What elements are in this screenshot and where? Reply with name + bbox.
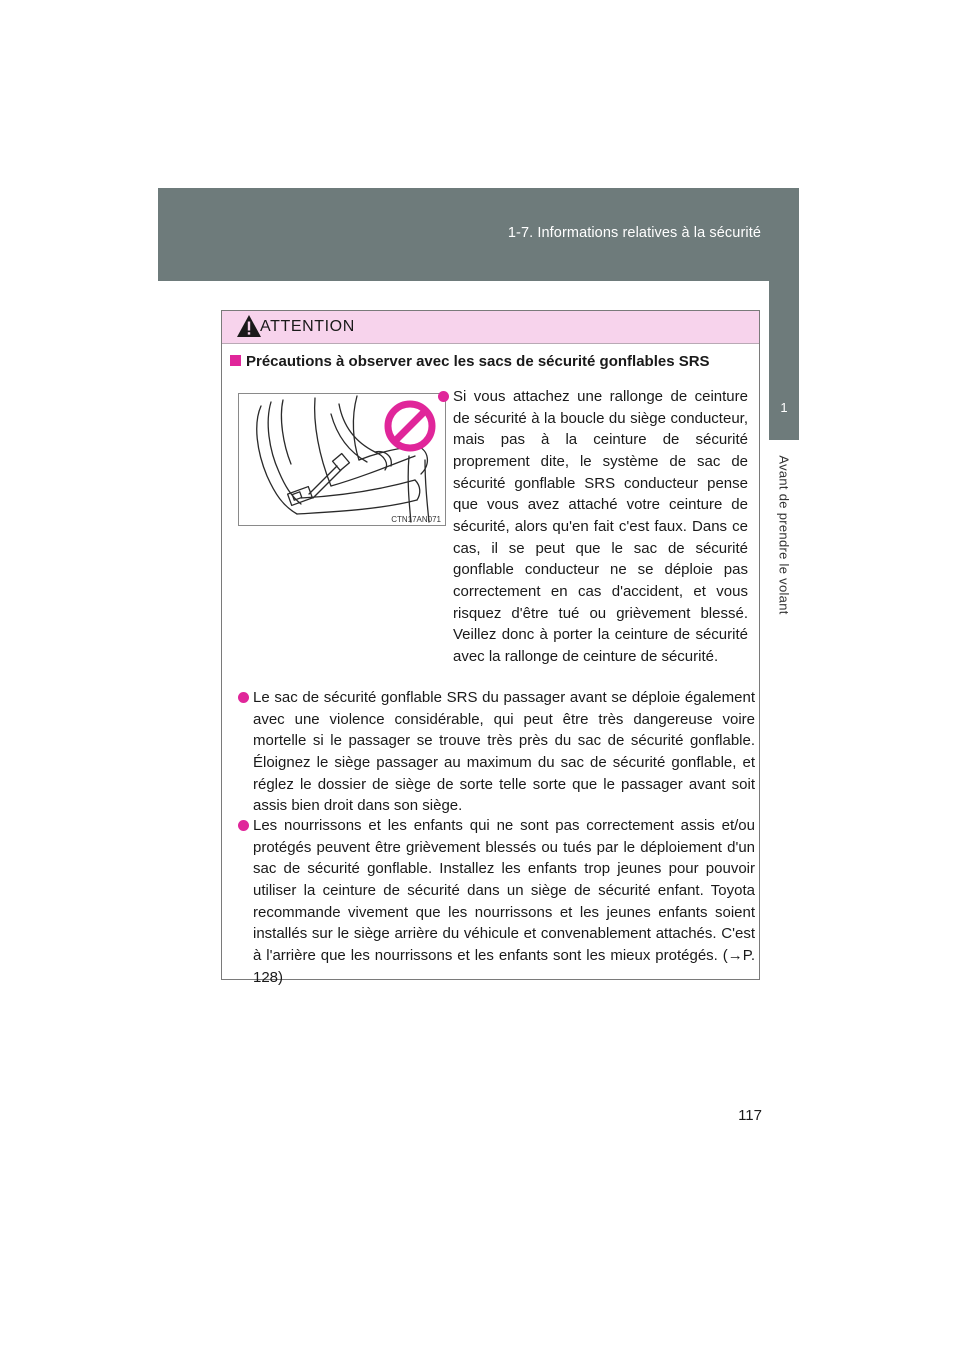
warning-item-text: Si vous attachez une rallonge de ceinture de sécurité à la boucle du siège conducteur, mais pas à la ceinture de sécurité proprement dite, le système de sac de sécurité gonflable SRS conducteur pense que vous avez attaché votre ceinture de sécurité, alors qu'en fait c'est faux. Dans ce cas, il se peut que le sac de sécurité gonflable conducteur ne se déploie pas correctement en cas d'accident, et vous risquez d'être tué ou grièvement blessé. Veillez donc à porter la ceinture de sécurité avec la rallonge de ceinture de sécurité. xyxy=(453,388,748,665)
warning-item-text: Les nourrissons et les enfants qui ne sont pas correctement assis et/ou protégés peuvent être grièvement blessés ou tués par le déploiement d'un sac de sécurité gonflable. Installez les enfants trop jeunes pour pouvoir utiliser la ceinture de sécurité dans un siège de sécurité enfant. Toyota recommande vivement que les nourrissons et les jeunes enfants soient installés sur le siège arrière du véhicule et convenablement attachés. C'est à l'arrière que les nourrissons et les enfants sont les mieux protégés. (→P. 128) xyxy=(253,817,755,986)
seatbelt-extender-illustration xyxy=(238,393,446,526)
illustration-code: CTN17AN071 xyxy=(391,515,441,524)
section-header-bar xyxy=(158,188,799,281)
warning-item xyxy=(453,386,748,668)
seated-driver-image xyxy=(239,394,445,525)
bullet-dot-icon xyxy=(238,820,249,831)
warning-title: ATTENTION xyxy=(260,318,355,335)
page-number: 117 xyxy=(738,1107,762,1124)
warning-item xyxy=(253,815,755,988)
chapter-number: 1 xyxy=(780,400,788,415)
chapter-label: Avant de prendre le volant xyxy=(776,455,792,615)
warning-item xyxy=(253,687,755,817)
warning-triangle-icon xyxy=(236,314,262,338)
bullet-dot-icon xyxy=(438,391,449,402)
bullet-dot-icon xyxy=(238,692,249,703)
section-title: 1-7. Informations relatives à la sécurité xyxy=(507,225,761,241)
warning-subheading xyxy=(230,353,710,370)
warning-subheading-text: Précautions à observer avec les sacs de sécurité gonflables SRS xyxy=(246,353,710,370)
square-bullet-icon xyxy=(230,355,241,366)
chapter-tab xyxy=(769,188,799,440)
warning-box xyxy=(221,310,760,986)
warning-item-text: Le sac de sécurité gonflable SRS du passager avant se déploie également avec une violence considérable, qui peut être très dangereuse voire mortelle si le passager se trouve très près du sac de sécurité gonflable. Éloignez le siège passager au maximum du sac de sécurité gonflable, et réglez le dossier de siège de sorte telle sorte que le passager avant soit assis bien droit dans son siège. xyxy=(253,689,755,815)
warning-header xyxy=(222,311,759,344)
